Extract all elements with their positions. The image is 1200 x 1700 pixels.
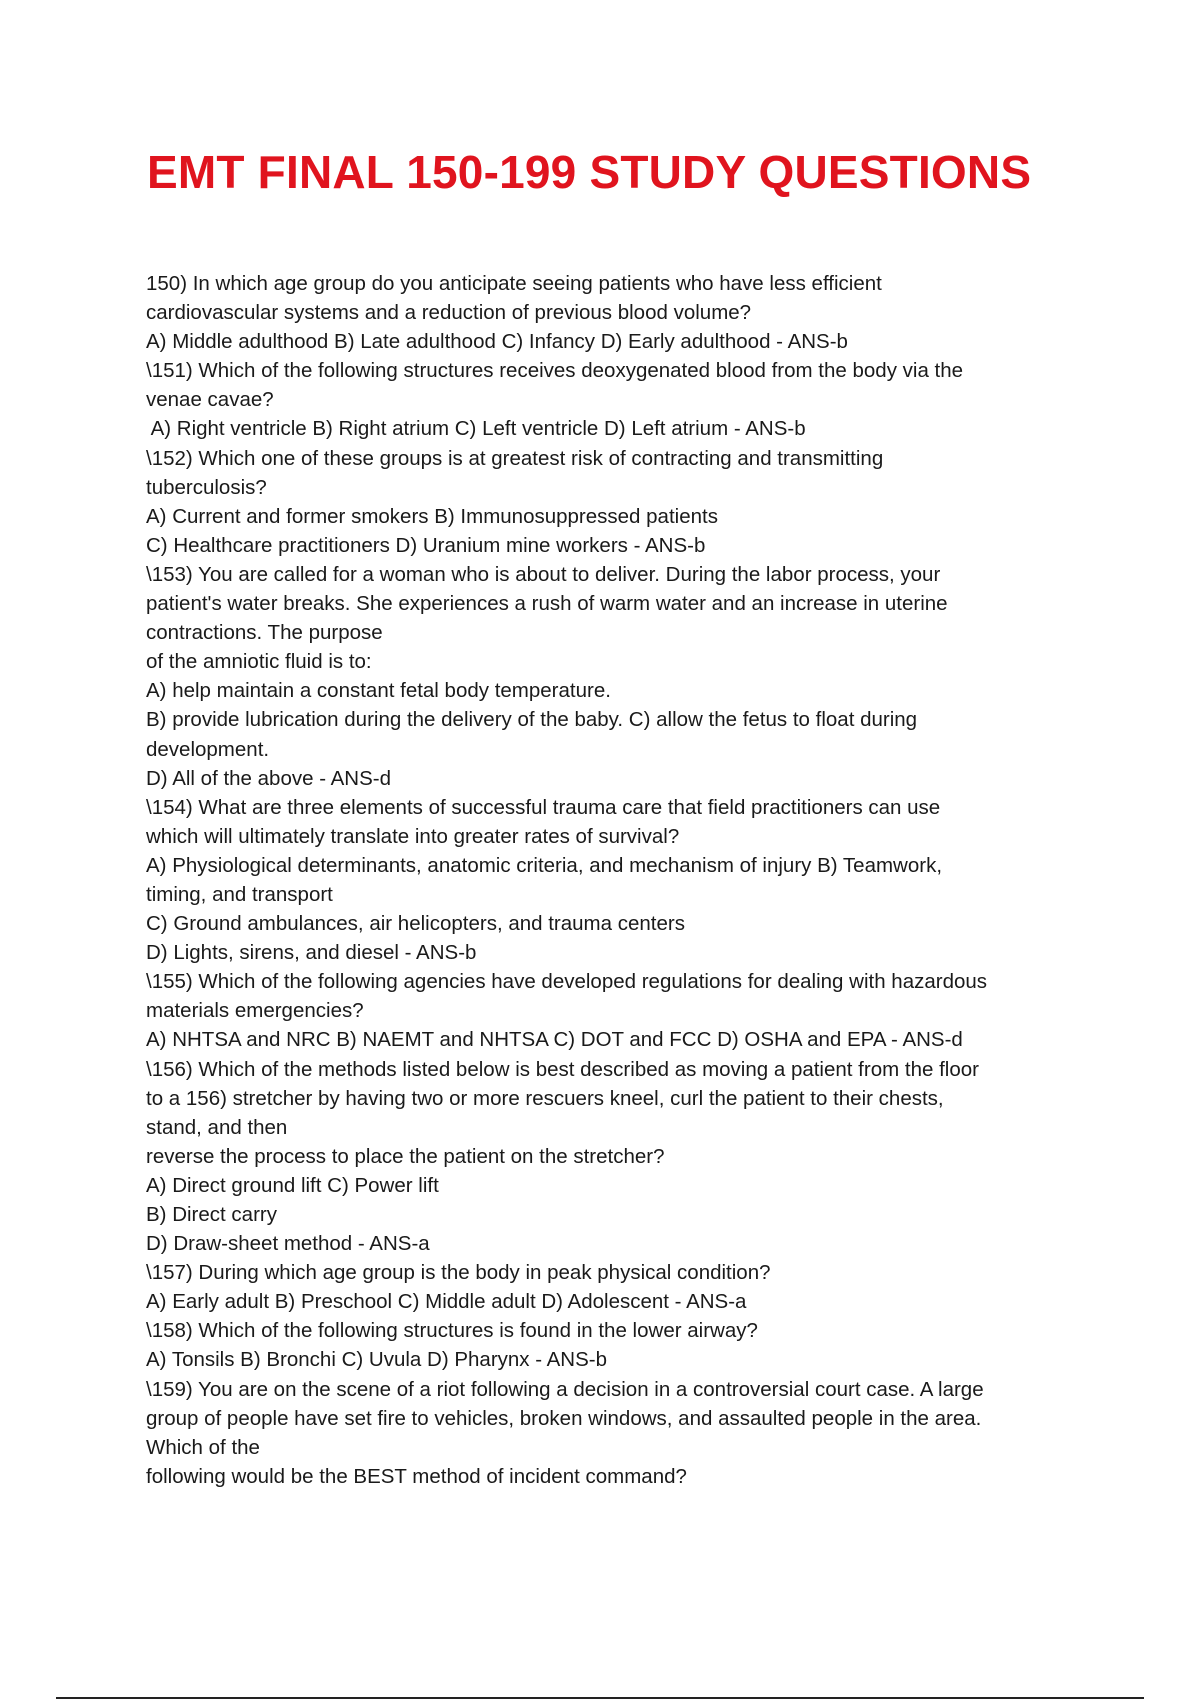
text-line: of the amniotic fluid is to: bbox=[146, 650, 372, 674]
text-line: \158) Which of the following structures is found in the lower airway? bbox=[146, 1319, 758, 1343]
text-line: D) All of the above - ANS-d bbox=[146, 766, 391, 790]
text-line: Which of the bbox=[146, 1435, 260, 1459]
text-line: \154) What are three elements of successful trauma care that field practitioners can use bbox=[146, 795, 941, 819]
text-line: \151) Which of the following structures receives deoxygenated blood from the body via the bbox=[146, 359, 964, 383]
text-line: A) Right ventricle B) Right atrium C) Left ventricle D) Left atrium - ANS-b bbox=[146, 417, 806, 441]
text-line: A) Physiological determinants, anatomic criteria, and mechanism of injury B) Teamwork, bbox=[146, 853, 943, 877]
document-title: EMT FINAL 150-199 STUDY QUESTIONS bbox=[147, 146, 1032, 198]
text-line: A) Direct ground lift C) Power lift bbox=[146, 1173, 439, 1197]
text-line: \157) During which age group is the body in peak physical condition? bbox=[146, 1261, 771, 1285]
footer-divider bbox=[56, 1697, 1144, 1699]
text-line: stand, and then bbox=[146, 1115, 288, 1139]
text-line: A) Tonsils B) Bronchi C) Uvula D) Pharynx - ANS-b bbox=[146, 1348, 608, 1372]
text-line: B) provide lubrication during the delivery of the baby. C) allow the fetus to float during bbox=[146, 708, 918, 732]
text-line: tuberculosis? bbox=[146, 475, 267, 499]
text-line: \159) You are on the scene of a riot following a decision in a controversial court case. A large bbox=[146, 1377, 984, 1401]
text-line: patient's water breaks. She experiences a rush of warm water and an increase in uterine bbox=[146, 592, 948, 616]
text-line: C) Ground ambulances, air helicopters, and trauma centers bbox=[146, 912, 685, 936]
text-line: \153) You are called for a woman who is about to deliver. During the labor process, your bbox=[146, 562, 941, 586]
text-line: venae cavae? bbox=[146, 388, 274, 412]
text-line: A) Early adult B) Preschool C) Middle adult D) Adolescent - ANS-a bbox=[146, 1290, 747, 1314]
text-line: D) Lights, sirens, and diesel - ANS-b bbox=[146, 941, 477, 965]
text-line: \152) Which one of these groups is at greatest risk of contracting and transmitting bbox=[146, 446, 884, 470]
text-line: which will ultimately translate into greater rates of survival? bbox=[146, 824, 680, 848]
text-line: A) Middle adulthood B) Late adulthood C) Infancy D) Early adulthood - ANS-b bbox=[146, 330, 848, 354]
text-line: contractions. The purpose bbox=[146, 621, 383, 645]
text-line: A) help maintain a constant fetal body temperature. bbox=[146, 679, 611, 703]
text-line: D) Draw-sheet method - ANS-a bbox=[146, 1232, 430, 1256]
question-text-block bbox=[146, 269, 1076, 1491]
text-line: timing, and transport bbox=[146, 882, 333, 906]
text-line: A) Current and former smokers B) Immunosuppressed patients bbox=[146, 504, 718, 528]
text-line: 150) In which age group do you anticipate seeing patients who have less efficient bbox=[146, 272, 882, 295]
text-line: cardiovascular systems and a reduction of previous blood volume? bbox=[146, 301, 752, 325]
text-line: to a 156) stretcher by having two or more rescuers kneel, curl the patient to their chests, bbox=[146, 1086, 944, 1110]
text-line: following would be the BEST method of incident command? bbox=[146, 1464, 687, 1488]
text-line: group of people have set fire to vehicles, broken windows, and assaulted people in the area. bbox=[146, 1406, 982, 1430]
text-line: development. bbox=[146, 737, 270, 761]
text-line: B) Direct carry bbox=[146, 1203, 277, 1226]
text-line: \156) Which of the methods listed below is best described as moving a patient from the floor bbox=[146, 1057, 979, 1081]
text-line: C) Healthcare practitioners D) Uranium mine workers - ANS-b bbox=[146, 533, 706, 557]
text-line: reverse the process to place the patient on the stretcher? bbox=[146, 1144, 665, 1168]
text-line: \155) Which of the following agencies have developed regulations for dealing with hazardous bbox=[146, 970, 988, 994]
text-line: materials emergencies? bbox=[146, 999, 364, 1023]
text-line: A) NHTSA and NRC B) NAEMT and NHTSA C) DOT and FCC D) OSHA and EPA - ANS-d bbox=[146, 1028, 963, 1052]
